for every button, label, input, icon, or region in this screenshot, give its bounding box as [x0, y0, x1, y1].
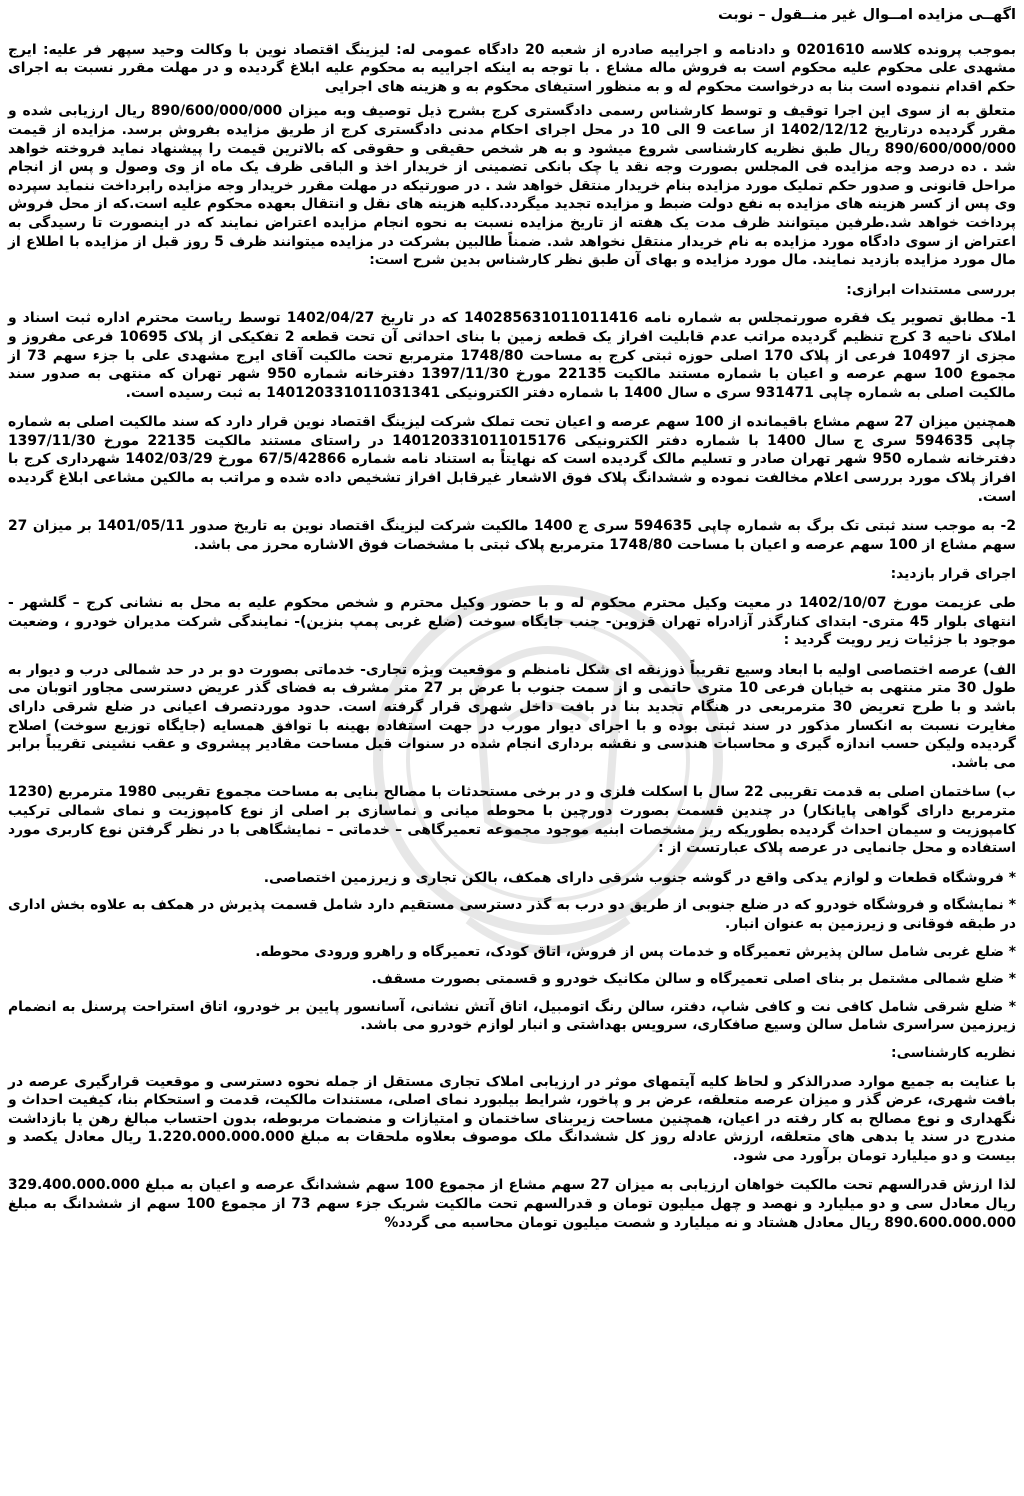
documents-paragraph-2: همچنین میزان 27 سهم مشاع باقیمانده از 100 سهم عرصه و اعیان تحت تملک شرکت لیزینگ اقتصاد نوین قرار دارد که سند مالکیت اصلی به شماره چاپی 594635 سری ج سال 1400 با شماره دفتر الکترونیکی 140120331011015176 در راستای مستند مالکیت 22135 مورخ 1397/11/30 دفترخانه شماره 950 شهر تهران صادر و تسلیم مالک گردیده است که نهایتاً به استناد نامه شماره 67/5/42866 مورخ 1402/03/29 شهرداری کرج با افراز پلاک مورد بررسی اعلام مخالفت نموده و ششدانگ پلاک فوق الاشعار غیرقابل افراز تشخیص داده شده و مراتب به مالکین مشاعی ابلاغ گردیده است. — [8, 414, 1017, 505]
visit-paragraph-1: طی عزیمت مورخ 1402/10/07 در معیت وکیل محترم محکوم له و با حضور وکیل محترم و شخص محکوم علیه به محل به نشانی کرج – گلشهر - انتهای بلوار 45 متری- ابتدای کنارگذر آزادراه تهران قزوین- جنب جایگاه سوخت (ضلع غربی پمپ بنزین)- نمایندگی شرکت مدیران خودرو ، وضعیت موجود با جزئیات زیر رویت گردید : — [8, 595, 1017, 649]
auction-notice — [8, 0, 1016, 1496]
section-heading-visit: اجرای قرار بازدید: — [890, 566, 1016, 583]
section-heading-documents: بررسی مستندات ابرازی: — [846, 281, 1016, 298]
visit-paragraph-2: الف) عرصه اختصاصی اولیه با ابعاد وسیع تقریباً ذوزنقه ای شکل نامنظم و موقعیت ویژه تجاری- خدماتی بصورت دو بر در حد شمالی درب و دیوار به طول 30 متر منتهی به خیابان فرعی 10 متری حاتمی و از سمت جنوب با عرض بر 27 متر مشرف به فضای گذر عریض دسترسی مجاور اتوبان می باشد و با طرح تعریض 30 مترمربعی در هنگام تجدید بنا در بافت داخل شهری قرار گرفته است. حدود موردتصرف اعیانی در ضلع شرقی دارای مغایرت نسبت به انکسار مذکور در سند ثبتی بوده و با اجرای دیوار مورب در جهت استفاده بهینه با توافق همسایه (جایگاه توزیع سوخت) اصلاح گردیده ولیکن حسب اندازه گیری و محاسبات هندسی و نقشه برداری انجام شده در سنوات قبل مساحت مقادیر پیشروی و عقب نشینی تقریباً برابر می باشد. — [8, 661, 1016, 771]
intro-paragraph-2: متعلق به از سوی این اجرا توقیف و توسط کارشناس رسمی دادگستری کرج بشرح ذیل توصیف وبه میزان 890/600/000/000 ریال ارزیابی شده و مقرر گردیده درتاریخ 1402/12/12 از ساعت 9 الی 10 در محل اجرای احکام مدنی دادگستری کرج از طریق مزایده بفروش برسد. مزایده از قیمت 890/600/000/000 ریال طبق نظریه کارشناسی شروع میشود و به هر شخص حقیقی و حقوقی که بالاترین قیمت را پیشنهاد نماید فروخته خواهد شد . ده درصد وجه مزایده فی المجلس بصورت وجه نقد یا چک بانکی تضمینی از خریدار اخذ و الباقی ظرف یک ماه از وی وصول و پس از انجام مراحل قانونی و صدور حکم تملیک مورد مزایده بنام خریدار منتقل خواهد شد . در صورتیکه در مهلت مقرر خریدار وجه مزایده رابرداخت ننماید سپرده وی پس از کسر هزینه های مزایده به نفع دولت ضبط و مزایده تجدید میگردد.کلیه هزینه های نقل و انتقال بعهده محکوم علیه است.که از محل فروش پرداخت خواهد شد.طرفین میتوانند ظرف مدت یک هفته از تاریخ مزایده نسبت به نحوه انجام مزایده اعتراض نمایند که در اینصورت تا رسیدگی به اعتراض از سوی دادگاه مورد مزایده به نام خریدار منتقل نخواهد شد. ضمناً طالبین بشرکت در مزایده میتوانند ظرف 5 روز قبل از مزایده با اطلاع از مال مورد مزایده بازدید نمایند. مال مورد مزایده و بهای آن طبق نظر کارشناس بدین شرح است: — [8, 103, 1016, 269]
documents-paragraph-1: 1- مطابق تصویر یک فقره صورتمجلس به شماره نامه 140285631011011416 که در تاریخ 1402/04/27 توسط ریاست محترم اداره ثبت اسناد و املاک ناحیه 3 کرج تنظیم گردیده مراتب عدم قابلیت افراز یک قطعه زمین با بنای احداثی آن تحت قطعه 2 تفکیکی از پلاک 10695 فرعی مفروز و مجزی از 10497 فرعی از پلاک 170 اصلی حوزه ثبتی کرج به مساحت 1748/80 مترمربع تحت مالکیت آقای ایرج مشهدی علی با جزء سهم 73 از مجموع 100 سهم عرصه و اعیان با شماره مستند مالکیت 22135 مورخ 1397/11/30 دفترخانه شماره 950 شهر تهران که منتهی به صدور سند مالکیت اصلی به شماره چاپی 931471 سری ه سال 1400 با شماره دفتر الکترونیکی 140120331011031341 به ثبت رسیده است. — [8, 310, 1017, 401]
opinion-paragraph-2: لذا ارزش قدرالسهم تحت مالکیت خواهان ارزیابی به میزان 27 سهم مشاع از مجموع 100 سهم ششدانگ عرصه و اعیان به مبلغ 329.400.000.000 ریال معادل سی و دو میلیارد و نهصد و چهل میلیون تومان و قدرالسهم تحت مالکیت شریک جزء سهم 73 از مجموع 100 سهم از ششدانگ به مبلغ 890.600.000.000 ریال معادل هشتاد و نه میلیارد و شصت میلیون تومان محاسبه می گردد% — [8, 1177, 1016, 1231]
notice-title: اگهــی مزایده امــوال غیر منــقول – نوبت — [717, 7, 1016, 23]
building-item-2: * نمایشگاه و فروشگاه خودرو که در ضلع جنوبی از طریق دو درب به گذر دسترسی مستقیم دارد شامل قسمت پذیرش در همکف به علاوه بخش اداری در طبقه فوقانی و زیرزمین به عنوان انبار. — [8, 897, 1016, 932]
building-item-5: * ضلع شرقی شامل کافی نت و کافی شاپ، دفتر، سالن رنگ اتومبیل، اتاق آتش نشانی، آسانسور پایین بر خودرو، اتاق استراحت پرسنل به انضمام زیرزمین سراسری شامل سالن وسیع صافکاری، سرویس بهداشتی و انبار لوازم خودرو می باشد. — [8, 998, 1016, 1034]
intro-paragraph-1: بموجب پرونده کلاسه 0201610 و دادنامه و اجراییه صادره از شعبه 20 دادگاه عمومی له: لیزینگ اقتصاد نوین با وکالت وحید سپهر فر علیه: ایرج مشهدی علی محکوم علیه محکوم است به فروش ماله مشاع . با توجه به اینکه اجراییه به محکوم علیه ابلاغ گردیده و در مهلت مقرر نسبت به اجرای حکم اقدام ننموده است بنا به درخواست محکوم له و به منظور استیفای محکوم به و هزینه های اجرایی — [8, 41, 1016, 95]
building-item-1: * فروشگاه قطعات و لوازم یدکی واقع در گوشه جنوب شرقی دارای همکف، بالکن تجاری و زیرزمین اختصاصی. — [263, 869, 1016, 886]
opinion-paragraph-1: با عنایت به جمیع موارد صدرالذکر و لحاظ کلیه آیتمهای موثر در ارزیابی املاک تجاری مستقل از جمله نحوه دسترسی و موقعیت قرارگیری عرصه در بافت شهری، عرض گذر و میزان عرصه متعلقه، عرض بر و پاخور، شرایط بیلبورد نمای اصلی، مستندات مالکیت، قدمت و استحکام بنا، کیفیت احداث و نگهداری و نوع مصالح به کار رفته در اعیان، همچنین مساحت زیربنای ساختمان و امتیازات و منضمات مربوطه، بدون احتساب مبالغ رهن یا بازداشت مندرج در سند یا بدهی های متعلقه، ارزش عادله روز کل ششدانگ ملک موصوف بعلاوه ملحقات به مبلغ 1.220.000.000.000 ریال معادل یکصد و بیست و دو میلیارد تومان برآورد می شود. — [8, 1073, 1016, 1164]
section-heading-opinion: نظریه کارشناسی: — [891, 1044, 1016, 1061]
building-item-4: * ضلع شمالی مشتمل بر بنای اصلی تعمیرگاه و سالن مکانیک خودرو و قسمتی بصورت مسقف. — [371, 971, 1016, 988]
visit-paragraph-3: ب) ساختمان اصلی به قدمت تقریبی 22 سال با اسکلت فلزی و در برخی مستحدثات با مصالح بنایی به مساحت مجموع تقریبی 1980 مترمربع (1230 مترمربع دارای گواهی پایانکار) در چندین قسمت بصورت دورچین با محوطه میانی و نماسازی بر اصلی از نوع کامپوزیت و نمای شمالی ترکیب کامپوزیت و سیمان احداث گردیده بطوریکه ریز مشخصات ابنیه موجود مجموعه تعمیرگاهی – خدماتی – نمایشگاهی با در نظر گرفتن نوع کاربری مورد استفاده و محل جانمایی در عرصه پلاک عبارتست از : — [8, 784, 1016, 857]
documents-paragraph-3: 2- به موجب سند ثبتی تک برگ به شماره چاپی 594635 سری ج 1400 مالکیت شرکت لیزینگ اقتصاد نوین به تاریخ صدور 1401/05/11 بر میزان 27 سهم مشاع از 100 سهم عرصه و اعیان با مساحت 1748/80 مترمربع پلاک ثبتی با مشخصات فوق الاشاره محرز می باشد. — [8, 518, 1016, 553]
building-item-3: * ضلع غربی شامل سالن پذیرش تعمیرگاه و خدمات پس از فروش، اتاق کودک، تعمیرگاه و راهرو ورودی محوطه. — [255, 943, 1016, 960]
